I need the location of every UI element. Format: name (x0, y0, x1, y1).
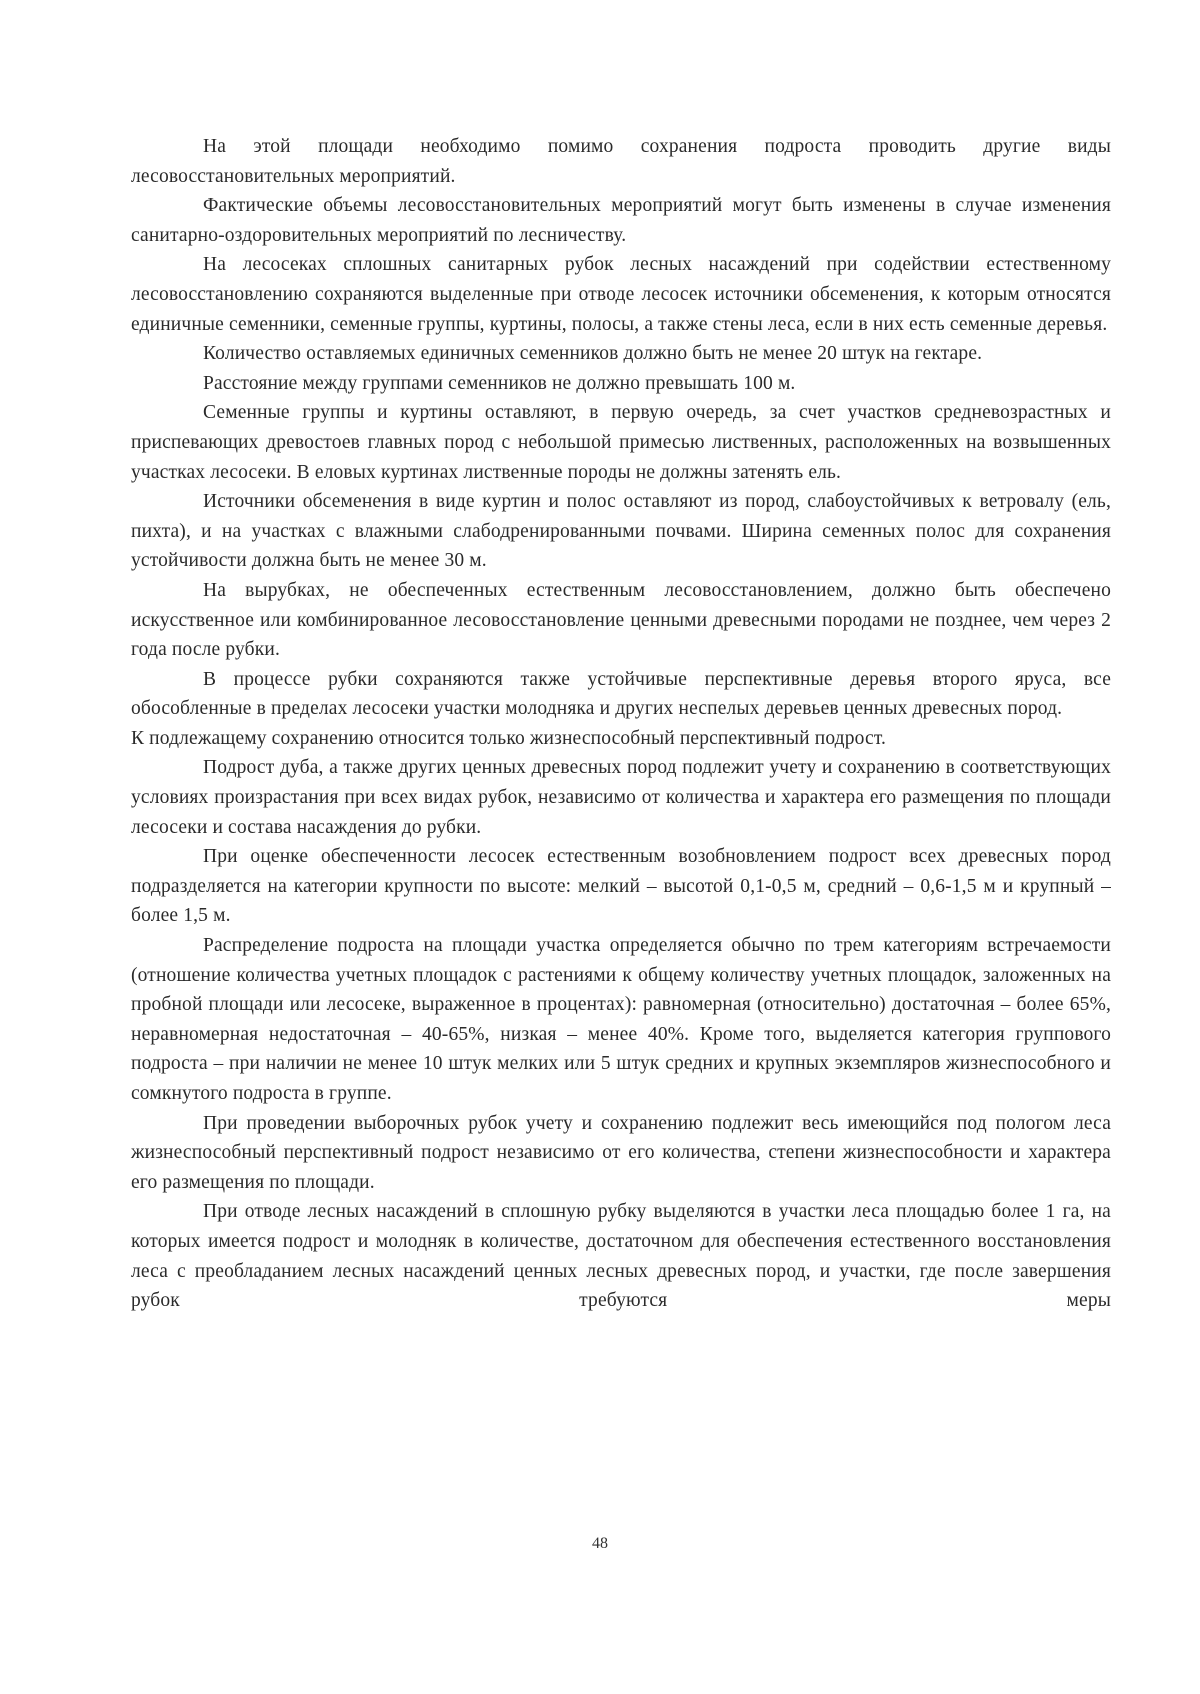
paragraph-10: К подлежащему сохранению относится только жизнеспособный перспективный подрост. (131, 727, 887, 749)
paragraph-14: При проведении выборочных рубок учету и сохранению подлежит весь имеющийся под пологом леса жизнеспособный перспективный подрост независимо от его количества, степени жизнеспособности и характера его размещения по площади. (131, 1112, 1111, 1193)
body-text (131, 132, 1111, 1316)
paragraph-6: Семенные группы и куртины оставляют, в первую очередь, за счет участков средневозрастных и приспевающих древостоев главных пород с небольшой примесью лиственных, расположенных на возвышенных участках лесосеки. В еловых куртинах лиственные породы не должны затенять ель. (131, 402, 1111, 483)
paragraph-7: Источники обсеменения в виде куртин и полос оставляют из пород, слабоустойчивых к ветровалу (ель, пихта), и на участках с влажными слабодренированными почвами. Ширина семенных полос для сохранения устойчивости должна быть не менее 30 м. (131, 491, 1111, 572)
page-number: 48 (592, 1535, 608, 1552)
paragraph-8: На вырубках, не обеспеченных естественным лесовосстановлением, должно быть обеспечено искусственное или комбинированное лесовосстановление ценными древесными породами не позднее, чем через 2 года после рубки. (131, 579, 1111, 661)
paragraph-1: На этой площади необходимо помимо сохранения подроста проводить другие виды лесовосстановительных мероприятий. (131, 136, 1111, 187)
paragraph-3: На лесосеках сплошных санитарных рубок лесных насаждений при содействии естественному лесовосстановлению сохраняются выделенные при отводе лесосек источники обсеменения, к которым относятся единичные семенники, семенные группы, куртины, полосы, а также стены леса, если в них есть семенные деревья. (131, 254, 1111, 335)
paragraph-15: При отводе лесных насаждений в сплошную рубку выделяются в участки леса площадью более 1 га, на которых имеется подрост и молодняк в количестве, достаточном для обеспечения естественного восстановления леса с преобладанием лесных насаждений ценных лесных древесных пород, и участки, где после завершения рубок требуются меры (131, 1201, 1111, 1312)
paragraph-12: При оценке обеспеченности лесосек естественным возобновлением подрост всех древесных пород подразделяется на категории крупности по высоте: мелкий – высотой 0,1-0,5 м, средний – 0,6-1,5 м и крупный – более 1,5 м. (131, 846, 1111, 927)
paragraph-4: Количество оставляемых единичных семенников должно быть не менее 20 штук на гектаре. (203, 343, 983, 365)
paragraph-2: Фактические объемы лесовосстановительных мероприятий могут быть изменены в случае изменения санитарно-оздоровительных мероприятий по лесничеству. (131, 195, 1111, 246)
paragraph-13: Распределение подроста на площади участка определяется обычно по трем категориям встречаемости (отношение количества учетных площадок с растениями к общему количеству учетных площадок, заложенных на пробной площади или лесосеке, выраженное в процентах): равномерная (относительно) достаточная – более 65%, неравномерная недостаточная – 40-65%, низкая – менее 40%. Кроме того, выделяется категория группового подроста – при наличии не менее 10 штук мелких или 5 штук средних и крупных экземпляров жизнеспособного и сомкнутого подроста в группе. (131, 935, 1111, 1104)
paragraph-11: Подрост дуба, а также других ценных древесных пород подлежит учету и сохранению в соответствующих условиях произрастания при всех видах рубок, независимо от количества и характера его размещения по площади лесосеки и состава насаждения до рубки. (131, 757, 1111, 838)
paragraph-9: В процессе рубки сохраняются также устойчивые перспективные деревья второго яруса, все обособленные в пределах лесосеки участки молодняка и других неспелых деревьев ценных древесных пород. (131, 668, 1111, 720)
paragraph-5: Расстояние между группами семенников не должно превышать 100 м. (203, 372, 796, 394)
